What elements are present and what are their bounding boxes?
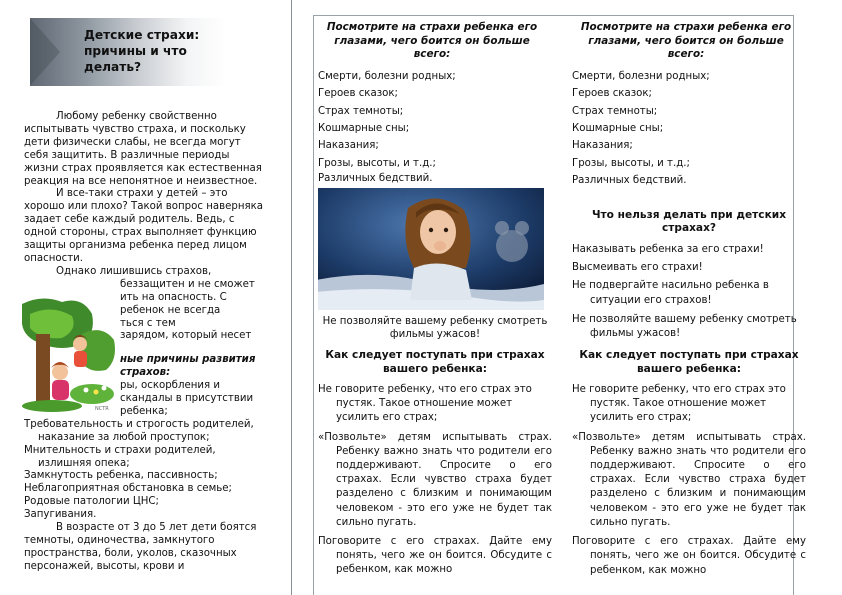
wrap-line: ребенок не всегда	[120, 304, 221, 316]
how-item: «Позвольте» детям испытывать страх. Ребенку важно знать что родители его поддерживают. Спросите о его страхах. Если чувство страха будет разделено с близким и понимающим человеком - это его уже не будет так сильно пугать.	[572, 431, 806, 528]
wrap-line: ить на опасность. С	[120, 291, 227, 303]
how-heading: Как следует поступать при страхах вашего ребенка:	[325, 349, 545, 375]
how-item: Поговорите с его страхах. Дайте ему понять, чего же он боится. Обсудите с ребенком, как можно	[572, 536, 806, 576]
cause-item: Замкнутость ребенка, пассивность;	[24, 470, 218, 482]
panel1-heading: Посмотрите на страхи ребенка его глазами, чего боится он больше всего:	[326, 21, 538, 61]
fear-item: Наказания;	[572, 140, 633, 152]
dont-item: Наказывать ребенка за его страхи!	[572, 244, 764, 256]
left-column	[22, 0, 266, 595]
dont-heading: Что нельзя делать при детских страхах?	[591, 208, 787, 235]
fear-item: Смерти, болезни родных;	[572, 70, 710, 82]
wrap-line: зарядом, который несет	[120, 330, 252, 342]
fear-item: Кошмарные сны;	[572, 123, 664, 134]
dont-item: Не подвергайте насильно ребенка в ситуации его страхов!	[572, 280, 769, 306]
how-item: Не говорите ребенку, что его страх это пустяк. Такое отношение может усилить его страх;	[572, 384, 786, 424]
horror-advice: Не позволяйте вашему ребенку смотреть фильмы ужасов!	[322, 316, 548, 341]
panel-2	[572, 15, 806, 595]
fear-item: Различных бедствий.	[318, 173, 433, 185]
title-banner-triangle	[30, 18, 60, 86]
how-item: «Позвольте» детям испытывать страх. Ребенку важно знать что родители его поддерживают. Спросите о его страхах. Если чувство страха будет разделено с близким и понимающим человеком - это его уже не будет так сильно пугать.	[318, 431, 552, 528]
fear-item: Страх темноты;	[572, 105, 658, 117]
fear-item: Грозы, высоты, и т.д.;	[572, 157, 690, 169]
kids-illustration	[22, 294, 118, 412]
intro-paragraph-1: Любому ребенку свойственно испытывать чувство страха, и поскольку дети физически слабы, не всегда могут себя защитить. В различные периоды жизни страх проявляется как естественная реакция на все непонятное и неизвестное.	[24, 111, 262, 187]
fear-item: Грозы, высоты, и т.д.;	[318, 157, 436, 169]
causes-heading: ные причины развития страхов:	[120, 354, 256, 379]
column-divider	[291, 0, 292, 595]
dont-item: Высмеивать его страхи!	[572, 262, 703, 274]
panel-1	[318, 15, 552, 595]
cause-item: Требовательность и строгость родителей, наказание за любой проступок;	[24, 418, 254, 443]
wrap-line: ться с тем	[120, 317, 176, 329]
panel2-heading: Посмотрите на страхи ребенка его глазами, чего боится он больше всего:	[580, 21, 792, 61]
dont-item: Не позволяйте вашему ребенку смотреть фильмы ужасов!	[572, 313, 797, 340]
cause-item: Неблагоприятная обстановка в семье;	[24, 483, 232, 495]
wrap-line: беззащитен и не сможет	[120, 278, 255, 290]
fear-item: Наказания;	[318, 140, 379, 152]
kids-caption: NCTR	[95, 406, 109, 412]
causes-first: ры, оскорбления и скандалы в присутствии ребенка;	[120, 380, 254, 417]
how-item: Не говорите ребенку, что его страх это пустяк. Такое отношение может усилить его страх;	[318, 384, 532, 424]
fear-item: Героев сказок;	[572, 88, 652, 100]
how-heading: Как следует поступать при страхах вашего ребенка:	[579, 349, 799, 375]
fear-item: Различных бедствий.	[572, 175, 687, 187]
intro-paragraph-3: Однако лишившись страхов,	[56, 265, 212, 277]
scared-girl-photo	[318, 188, 544, 310]
age-paragraph: В возрасте от 3 до 5 лет дети боятся темноты, одиночества, замкнутого пространства, боли, уколов, сказочных персонажей, высоты, крови и	[24, 522, 257, 572]
cause-item: Запугивания.	[24, 509, 97, 521]
fear-item: Кошмарные сны;	[318, 123, 410, 134]
page-title: Детские страхи: причины и что делать?	[84, 28, 200, 74]
fear-item: Страх темноты;	[318, 105, 404, 117]
fear-item: Смерти, болезни родных;	[318, 70, 456, 82]
intro-paragraph-2: И все-таки страхи у детей – это хорошо или плохо? Такой вопрос наверняка задает себе каждый родитель. Ведь, с одной стороны, страх выполняет функцию защиты организма ребенка перед лицом опасности.	[24, 188, 264, 264]
fear-item: Героев сказок;	[318, 88, 398, 100]
cause-item: Родовые патологии ЦНС;	[24, 496, 159, 508]
how-item: Поговорите с его страхах. Дайте ему понять, чего же он боится. Обсудите с ребенком, как можно	[318, 536, 552, 576]
cause-item: Мнительность и страхи родителей, излишняя опека;	[24, 444, 216, 469]
